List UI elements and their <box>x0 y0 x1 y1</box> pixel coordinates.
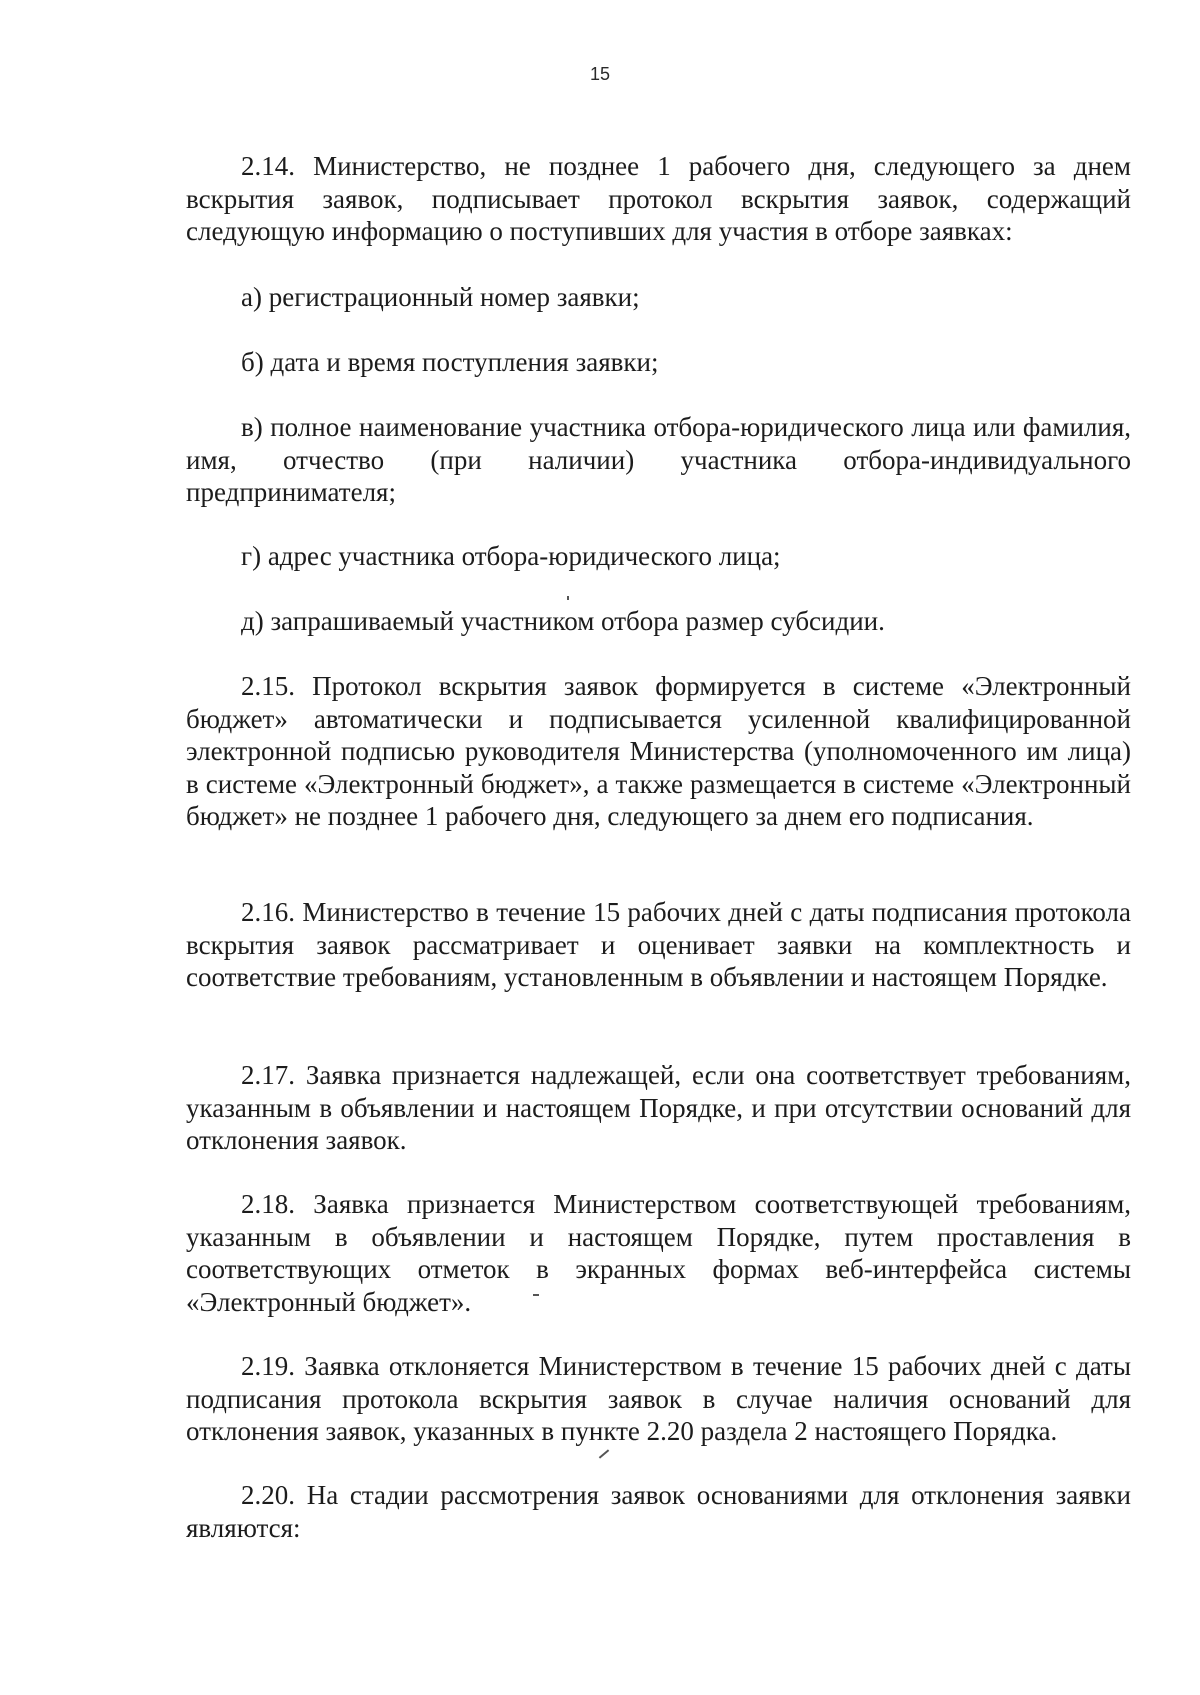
paragraph-2-17: 2.17. Заявка признается надлежащей, если она соответствует требованиям, указанным в объявлении и настоящем Порядке, и при отсутствии оснований для отклонения заявок. <box>186 1060 1131 1155</box>
page-number: 15 <box>589 64 611 84</box>
paragraph-2-14: 2.14. Министерство, не позднее 1 рабочего дня, следующего за днем вскрытия заявок, подписывает протокол вскрытия заявок, содержащий следующую информацию о поступивших для участия в отборе заявках: <box>186 151 1131 246</box>
scan-mark <box>533 1294 539 1296</box>
list-item-a: а) регистрационный номер заявки; <box>241 282 640 312</box>
list-item-v: в) полное наименование участника отбора-юридического лица или фамилия, имя, отчество (при наличии) участника отбора-индивидуального предпринимателя; <box>186 412 1131 507</box>
list-item-b: б) дата и время поступления заявки; <box>241 347 659 377</box>
paragraph-2-15: 2.15. Протокол вскрытия заявок формируется в системе «Электронный бюджет» автоматически и подписывается усиленной квалифицированной электронной подписью руководителя Министерства (уполномоченного им лица) в системе «Электронный бюджет», а также размещается в системе «Электронный бюджет» не позднее 1 рабочего дня, следующего за днем его подписания. <box>186 671 1131 831</box>
paragraph-2-20: 2.20. На стадии рассмотрения заявок основаниями для отклонения заявки являются: <box>186 1480 1131 1543</box>
paragraph-2-19: 2.19. Заявка отклоняется Министерством в течение 15 рабочих дней с даты подписания протокола вскрытия заявок в случае наличия оснований для отклонения заявок, указанных в пункте 2.20 раздела 2 настоящего Порядка. <box>186 1351 1131 1446</box>
paragraph-2-18: 2.18. Заявка признается Министерством соответствующей требованиям, указанным в объявлении и настоящем Порядке, путем проставления в соответствующих отметок в экранных формах веб-интерфейса системы «Электронный бюджет». <box>186 1189 1131 1317</box>
paragraph-2-16: 2.16. Министерство в течение 15 рабочих дней с даты подписания протокола вскрытия заявок рассматривает и оценивает заявки на комплектность и соответствие требованиям, установленным в объявлении и настоящем Порядке. <box>186 897 1131 992</box>
scan-mark <box>567 596 569 600</box>
scan-mark <box>599 1449 609 1458</box>
list-item-g: г) адрес участника отбора-юридического лица; <box>241 541 781 571</box>
list-item-d: д) запрашиваемый участником отбора размер субсидии. <box>241 606 885 636</box>
